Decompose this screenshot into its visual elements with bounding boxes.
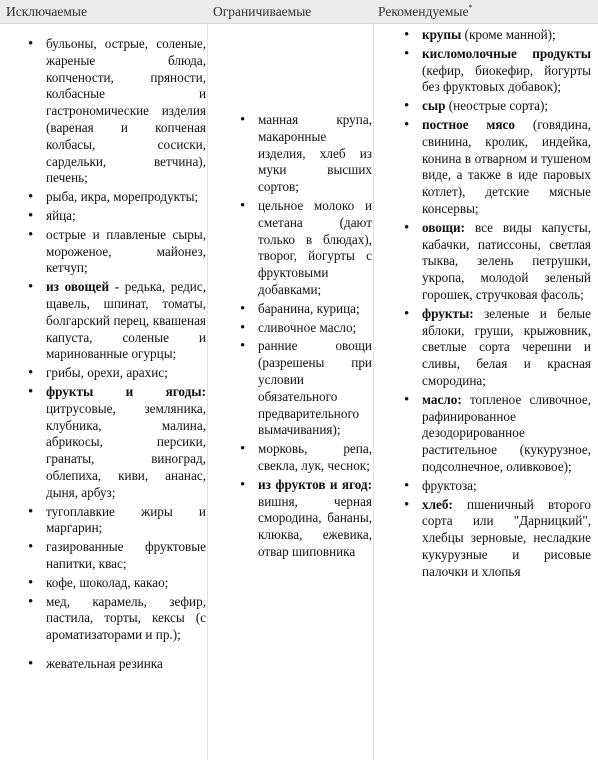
item-text: тугоплавкие жиры и маргарин; <box>46 503 206 536</box>
item-text: фруктоза; <box>422 477 477 493</box>
list-item <box>398 220 591 304</box>
item-text: сливочное масло; <box>258 319 357 335</box>
list-item <box>22 279 206 363</box>
recommended-list <box>398 27 591 583</box>
column-divider <box>373 23 374 760</box>
list-item <box>398 46 591 96</box>
item-text: редька, редис, щавель, шпинат, томаты, болгарский перец, квашеная капуста, соленые и маринованные огурцы; <box>46 279 206 362</box>
item-text: грибы, орехи, арахис; <box>46 365 168 381</box>
list-item <box>22 36 206 187</box>
header-recommended: Рекомендуемые* <box>378 3 473 19</box>
item-text: мед, карамель, зефир, пастила, торты, кексы (с ароматизаторами и пр.); <box>46 593 206 643</box>
item-keyword: масло: <box>422 391 462 407</box>
item-text: топленое сливочное, рафинированное дезодорированное растительное (кукурузное, подсолнечное, оливковое); <box>422 391 591 474</box>
item-text: пшеничный второго сорта или "Дарницкий", хлебцы зерновые, несладкие кукурузные и рисовые палочки и хлопья <box>422 496 591 579</box>
header-limited: Ограничиваемые <box>213 4 312 19</box>
list-item <box>234 338 372 439</box>
item-text: (кроме манной); <box>461 27 556 42</box>
item-text: цельное молоко и сметана (дают только в блюдах), творог, йогурты с фруктовыми добавками; <box>258 197 372 297</box>
list-item <box>22 539 206 573</box>
item-text: (говядина, свинина, кролик, индейка, конина в отварном и тушеном виде, а также в иде паровых котлет), детские мясные консервы; <box>422 116 591 216</box>
list-item <box>22 208 206 225</box>
list-item <box>22 384 206 502</box>
item-keyword: кисломолочные продукты <box>422 45 591 61</box>
list-item <box>398 117 591 218</box>
item-text: цитрусовые, земляника, клубника, малина, абрикосы, персики, гранаты, виноград, облепиха, киви, ананас, дыня, арбуз; <box>46 400 206 500</box>
item-keyword: фрукты: <box>422 305 474 321</box>
item-text: рыба, икра, морепродукты; <box>46 189 199 205</box>
list-item <box>22 575 206 592</box>
list-item <box>234 112 372 196</box>
item-text: ранние овощи (разрешены при условии обязательного предварительного вымачивания); <box>258 338 372 438</box>
list-item <box>398 306 591 390</box>
list-item <box>22 656 206 673</box>
item-keyword: из фруктов и ягод: <box>258 476 372 492</box>
list-item <box>398 497 591 581</box>
item-text: острые и плавленые сыры, мороженое, майонез, кетчуп; <box>46 226 206 276</box>
item-text: манная крупа, макаронные изделия, хлеб из муки высших сортов; <box>258 112 372 195</box>
list-item <box>22 504 206 538</box>
item-keyword: постное мясо <box>422 116 515 132</box>
excluded-list <box>22 36 206 675</box>
list-item <box>22 227 206 277</box>
list-item <box>22 594 206 644</box>
list-item <box>398 392 591 476</box>
item-keyword: крупы <box>422 27 462 42</box>
item-keyword: фрукты и ягоды: <box>46 383 206 399</box>
list-item <box>398 27 591 44</box>
item-text: все виды капусты, кабачки, патиссоны, светлая тыква, зелень петрушки, укропа, молодой зеленый горошек, стручковая фасоль; <box>422 219 591 302</box>
item-text: газированные фруктовые напитки, квас; <box>46 539 206 571</box>
item-text: бульоны, острые, соленые, жареные блюда, копчености, пряности, колбасные и гастрономические изделия (вареная и копченая колбасы, сосиски, сардельки, ветчина), печень; <box>46 36 206 186</box>
list-item <box>398 478 591 495</box>
list-item <box>234 477 372 561</box>
list-item <box>234 320 372 337</box>
item-text: (неострые сорта); <box>445 98 549 114</box>
limited-list <box>234 112 372 563</box>
item-keyword: из овощей - <box>46 279 120 295</box>
item-keyword: сыр <box>422 98 446 114</box>
item-text: морковь, репа, свекла, лук, чеснок; <box>258 441 372 473</box>
list-item <box>234 198 372 299</box>
item-text: баранина, курица; <box>258 300 360 316</box>
table-header <box>0 0 598 24</box>
list-item <box>234 301 372 318</box>
item-text: вишня, черная смородина, бананы, клюква, ежевика, отвар шиповника <box>258 493 372 559</box>
list-item <box>22 189 206 206</box>
list-item <box>22 365 206 382</box>
item-text: (кефир, биокефир, йогурты без фруктовых добавок); <box>422 62 591 95</box>
item-text: кофе, шоколад, какао; <box>46 574 169 590</box>
item-text: жевательная резинка <box>46 655 163 671</box>
list-item <box>398 98 591 115</box>
item-text: яйца; <box>46 207 76 223</box>
item-text: зеленые и белые яблоки, груши, крыжовник, светлые сорта черешни и сливы, белая и красная смородина; <box>422 305 591 388</box>
column-divider <box>207 23 208 760</box>
footnote-mark: * <box>468 3 473 12</box>
item-keyword: хлеб: <box>422 496 453 512</box>
header-excluded: Исключаемые <box>6 4 87 19</box>
item-keyword: овощи: <box>422 219 466 235</box>
list-item <box>234 441 372 475</box>
